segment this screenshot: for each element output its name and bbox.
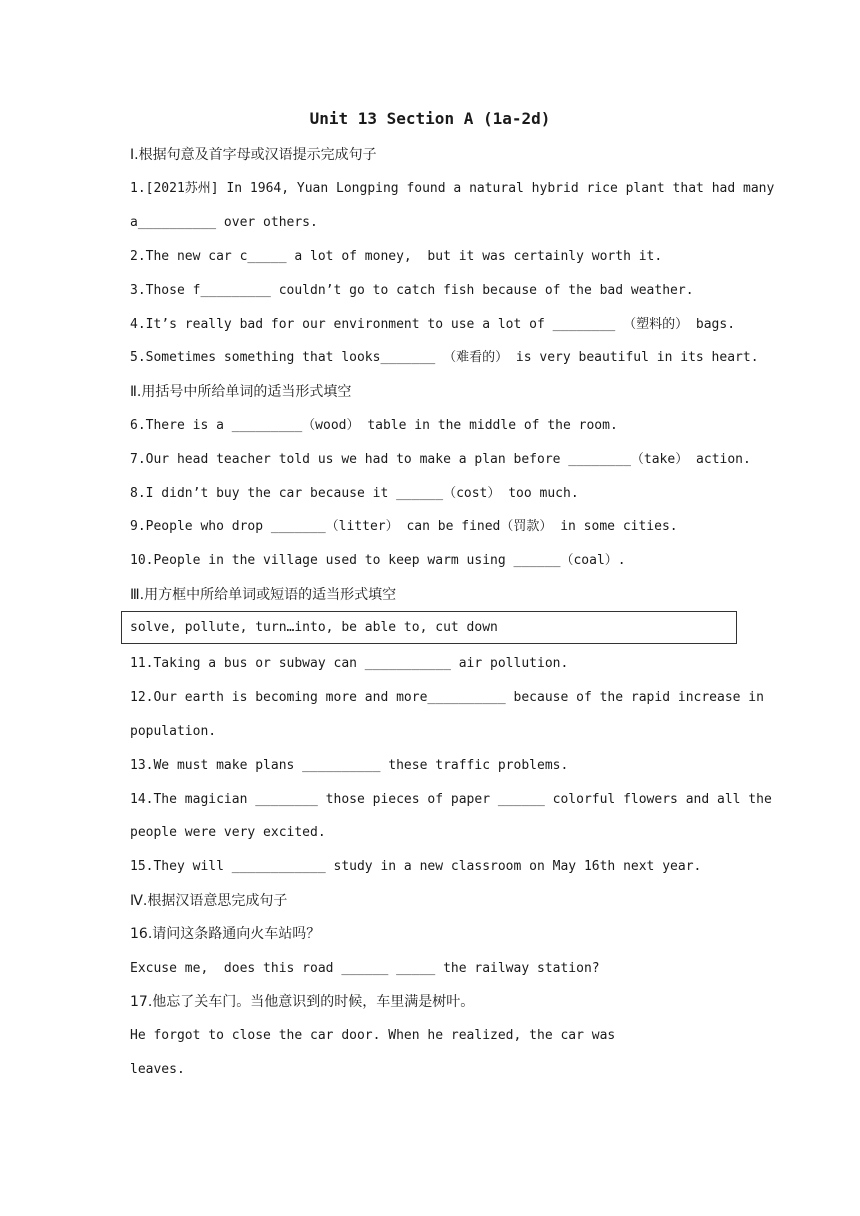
question-2: 2.The new car c_____ a lot of money, but it was certainly worth it. — [130, 249, 663, 264]
document-title: Unit 13 Section A (1a-2d) — [309, 109, 551, 128]
question-11: 11.Taking a bus or subway can ___________ air pollution. — [130, 656, 569, 671]
word-box-text: solve, pollute, turn…into, be able to, cut down — [130, 620, 498, 635]
question-13: 13.We must make plans __________ these traffic problems. — [130, 758, 569, 773]
question-6: 6.There is a _________（wood） table in the middle of the room. — [130, 418, 618, 433]
section-3-heading: Ⅲ.用方框中所给单词或短语的适当形式填空 — [130, 587, 397, 603]
question-10: 10.People in the village used to keep warm using ______（coal）. — [130, 553, 626, 568]
question-17-english-line-2: leaves. — [130, 1062, 185, 1077]
question-3: 3.Those f_________ couldn’t go to catch fish because of the bad weather. — [130, 283, 694, 298]
question-14-line-1: 14.The magician ________ those pieces of paper ______ colorful flowers and all the — [130, 792, 772, 807]
question-12-line-1: 12.Our earth is becoming more and more__________ because of the rapid increase in — [130, 690, 764, 705]
question-14-line-2: people were very excited. — [130, 825, 326, 840]
section-4-heading: Ⅳ.根据汉语意思完成句子 — [130, 893, 288, 909]
question-15: 15.They will ____________ study in a new classroom on May 16th next year. — [130, 859, 702, 874]
question-9: 9.People who drop _______（litter） can be fined（罚款） in some cities. — [130, 519, 678, 534]
question-5: 5.Sometimes something that looks_______ （难看的） is very beautiful in its heart. — [130, 350, 759, 365]
question-1-line-2: a__________ over others. — [130, 215, 318, 230]
question-16-english: Excuse me, does this road ______ _____ the railway station? — [130, 961, 600, 976]
question-17-english-line-1: He forgot to close the car door. When he realized, the car was — [130, 1028, 616, 1043]
section-1-heading: Ⅰ.根据句意及首字母或汉语提示完成句子 — [130, 147, 377, 163]
word-box — [121, 611, 737, 644]
question-4: 4.It’s really bad for our environment to use a lot of ________ （塑料的） bags. — [130, 317, 736, 332]
question-1-line-1: 1.[2021苏州] In 1964, Yuan Longping found a natural hybrid rice plant that had many — [130, 181, 775, 196]
question-8: 8.I didn’t buy the car because it ______（cost） too much. — [130, 486, 579, 501]
section-2-heading: Ⅱ.用括号中所给单词的适当形式填空 — [130, 384, 352, 400]
question-12-line-2: population. — [130, 724, 217, 739]
question-16-chinese: 16.请问这条路通向火车站吗？ — [130, 926, 321, 942]
question-17-chinese: 17.他忘了关车门。当他意识到的时候，车里满是树叶。 — [130, 994, 475, 1010]
question-7: 7.Our head teacher told us we had to make a plan before ________（take） action. — [130, 452, 751, 467]
